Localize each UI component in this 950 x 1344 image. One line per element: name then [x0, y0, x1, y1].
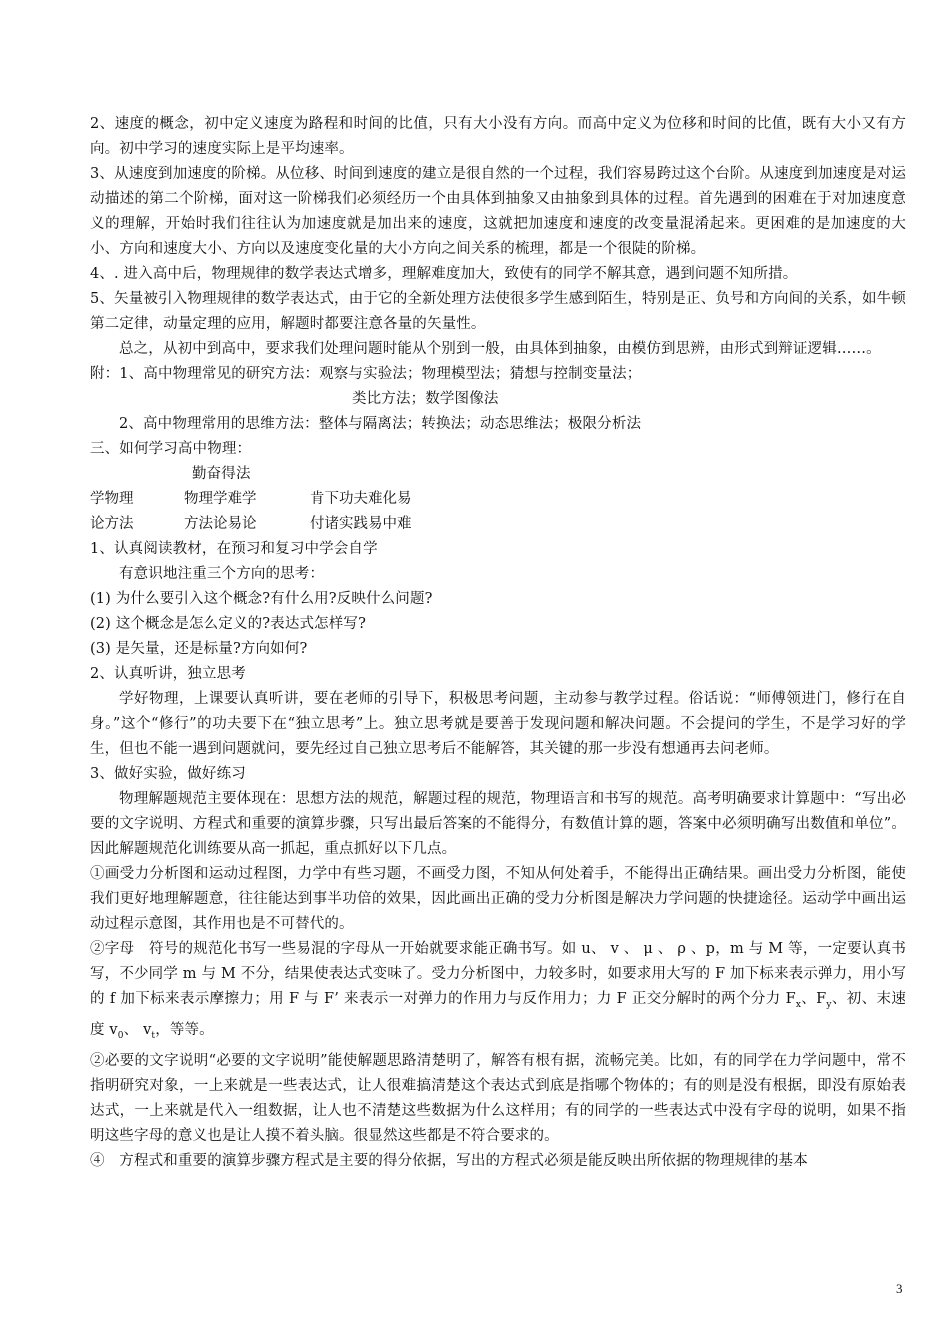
subheading: 2、认真听讲，独立思考 — [90, 666, 246, 682]
paragraph: 有意识地注重三个方向的思考： — [119, 566, 325, 582]
subheading: 1、认真阅读教材，在预习和复习中学会自学 — [90, 541, 378, 557]
paragraph: ④ 方程式和重要的演算步骤方程式是主要的得分依据，写出的方程式必须是能反映出所依据的物理规律的基本 — [90, 1153, 808, 1169]
section-heading: 三、如何学习高中物理： — [90, 441, 252, 457]
paragraph: 4、. 进入高中后，物理规律的数学表达式增多，理解难度加大，致使有的同学不解其意，遇到问题不知所措。 — [90, 266, 798, 282]
appendix-line-2: 类比方法；数学图像法 — [352, 391, 499, 407]
question-item: (2) 这个概念是怎么定义的?表达式怎样写? — [90, 616, 366, 632]
paragraph: ②必要的文字说明“必要的文字说明”能使解题思路清楚明了，解答有根有据，流畅完美。比如，有的同学在力学问题中，常不指明研究对象，一上来就是一些表达式，让人很难搞清楚这个表达式到底是指哪个物体的；有的则是没有根据，即没有原始表达式，一上来就是代入一组数据，让人也不清楚这些数据为什么这样用；有的同学的一些表达式中没有字母的说明，如果不指明这些字母的意义也是让人摸不着头脑。很显然这些都是不符合要求的。 — [90, 1053, 906, 1144]
paragraph: 5、矢量被引入物理规律的数学表达式，由于它的全新处理方法使很多学生感到陌生，特别是正、负号和方向间的关系，如牛顿第二定律，动量定理的应用，解题时都要注意各量的矢量性。 — [90, 291, 906, 332]
question-item: (3) 是矢量，还是标量?方向如何? — [90, 641, 308, 657]
paragraph: 2、速度的概念，初中定义速度为路程和时间的比值，只有大小没有方向。而高中定义为位移和时间的比值，既有大小又有方向。初中学习的速度实际上是平均速率。 — [90, 116, 906, 157]
paragraph: 3、从速度到加速度的阶梯。从位移、时间到速度的建立是很自然的一个过程，我们容易跨过这个台阶。从速度到加速度是对运动描述的第二个阶梯，面对这一阶梯我们必须经历一个由具体到抽象又由抽象到具体的过程。首先遇到的困难在于对加速度意义的理解，开始时我们往往认为加速度就是加出来的速度，这就把加速度和速度的改变量混淆起来。更困难的是加速度的大小、方向和速度大小、方向以及速度变化量的大小方向之间关系的梳理，都是一个很陡的阶梯。 — [90, 166, 906, 257]
appendix-line-1: 附：1、高中物理常见的研究方法：观察与实验法；物理模型法；猜想与控制变量法； — [90, 366, 642, 382]
motto-row: 论方法 方法论易论 付诸实践易中难 — [90, 516, 412, 532]
subheading: 3、做好实验，做好练习 — [90, 766, 246, 782]
paragraph: 物理解题规范主要体现在：思想方法的规范，解题过程的规范，物理语言和书写的规范。高考明确要求计算题中：“写出必要的文字说明、方程式和重要的演算步骤，只写出最后答案的不能得分，有数值计算的题，答案中必须明确写出数值和单位”。因此解题规范化训练要从高一抓起，重点抓好以下几点。 — [90, 791, 906, 857]
paragraph: ②字母 符号的规范化书写一些易混的字母从一开始就要求能正确书写。如 u、 v 、 μ 、 ρ 、p，m 与 M 等，一定要认真书写，不少同学 m 与 M 不分，结果使表达式变味了。受力分析图中，力较多时，如要求用大写的 F 加下标来表示弹力，用小写的 f 加下标来表示摩擦力；用 F 与 F’ 来表示一对弹力的作用力与反作用力；力 F 正交分解时的两个分力 $F_x$、$F_y$、初、末速度 $v_0$、 $v_t$，等等。 — [90, 941, 906, 1041]
page-number: 3 — [896, 1281, 903, 1296]
paragraph: 学好物理，上课要认真听讲，要在老师的引导下，积极思考问题，主动参与教学过程。俗话说：“师傅领进门，修行在自身。”这个“修行”的功夫要下在“独立思考”上。独立思考就是要善于发现问题和解决问题。不会提问的学生，不是学习好的学生，但也不能一遇到问题就问，要先经过自己独立思考后不能解答，其关键的那一步没有想通再去问老师。 — [90, 691, 906, 757]
paragraph: ①画受力分析图和运动过程图，力学中有些习题，不画受力图，不知从何处着手，不能得出正确结果。画出受力分析图，能使我们更好地理解题意，往往能达到事半功倍的效果，因此画出正确的受力分析图是解决力学问题的快捷途径。运动学中画出运动过程示意图，其作用也是不可替代的。 — [90, 866, 906, 932]
appendix-line-3: 2、高中物理常用的思维方法：整体与隔离法；转换法；动态思维法；极限分析法 — [119, 416, 642, 432]
paragraph: 总之，从初中到高中，要求我们处理问题时能从个别到一般，由具体到抽象，由模仿到思辨，由形式到辩证逻辑……。 — [119, 341, 881, 357]
question-item: (1) 为什么要引入这个概念?有什么用?反映什么问题? — [90, 591, 433, 607]
motto-title: 勤奋得法 — [192, 466, 251, 482]
document-page — [90, 112, 906, 1174]
motto-row: 学物理 物理学难学 肯下功夫难化易 — [90, 491, 412, 507]
